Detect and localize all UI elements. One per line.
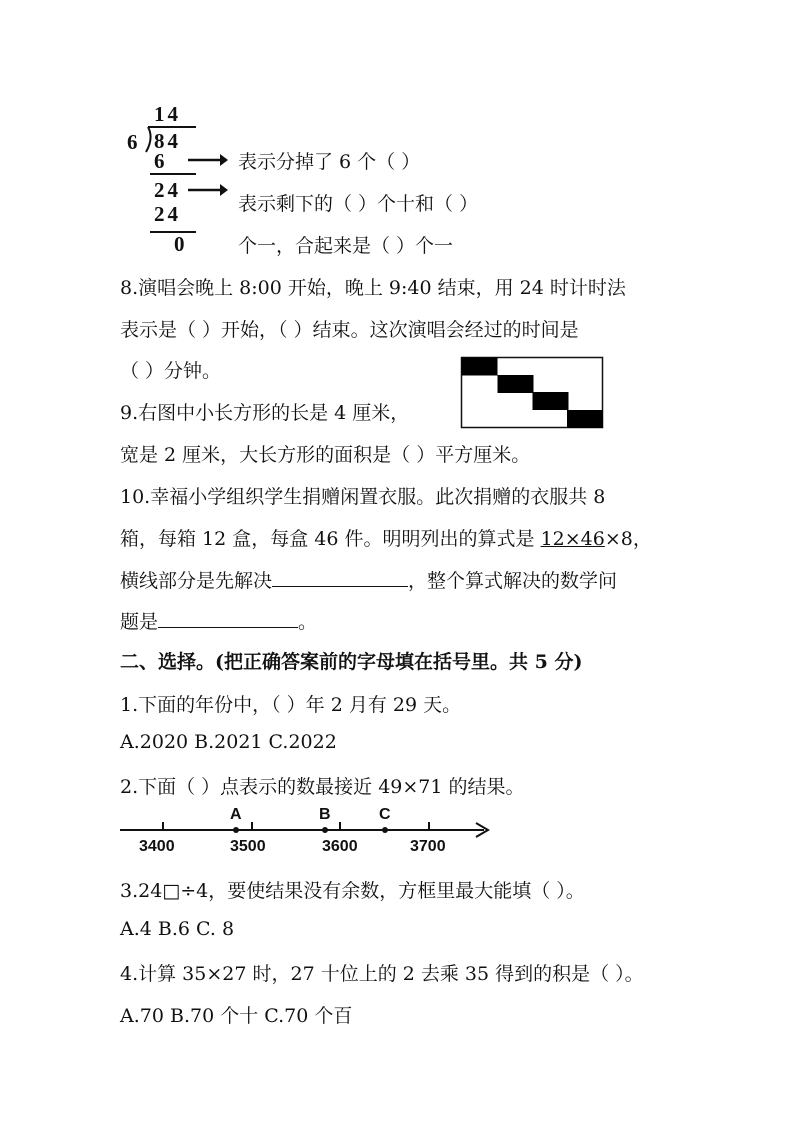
answer-blank[interactable] xyxy=(272,568,408,587)
divisor: 6 xyxy=(127,130,141,154)
tick-label-3600: 3600 xyxy=(322,838,358,855)
quotient: 14 xyxy=(154,102,181,126)
point-label-b: B xyxy=(319,806,331,823)
q8-line-1: 8.演唱会晚上 8:00 开始，晚上 9:40 结束，用 24 时计时法 xyxy=(120,277,626,299)
q10-line-3-tail: ，整个算式解决的数学问 xyxy=(408,570,618,592)
q10-line-2-tail: ×8， xyxy=(604,528,652,550)
answer-blank[interactable] xyxy=(158,609,298,628)
q10-line-3 xyxy=(120,566,617,593)
q10-line-2-text: 箱，每箱 12 盒，每盒 46 件。明明列出的算式是 xyxy=(120,528,541,550)
dividend: 84 xyxy=(154,129,181,153)
point-label-c: C xyxy=(379,806,391,823)
arrow-icons xyxy=(186,150,230,200)
q8-line-2: 表示是（ ）开始，（ ）结束。这次演唱会经过的时间是 xyxy=(120,319,579,341)
q9-line-2: 宽是 2 厘米，大长方形的面积是（ ）平方厘米。 xyxy=(120,444,531,466)
arrow-right-icon xyxy=(188,154,228,166)
choice-1-question: 1.下面的年份中，（ ）年 2 月有 29 天。 xyxy=(120,694,462,716)
division-note-3: 个一，合起来是（ ）个一 xyxy=(238,235,454,257)
tick-label-3400: 3400 xyxy=(139,838,175,855)
division-note-2: 表示剩下的（ ）个十和（ ） xyxy=(238,193,479,215)
point-label-a: A xyxy=(230,806,242,823)
tick-label-3500: 3500 xyxy=(230,838,266,855)
choice-4-question: 4.计算 35×27 时，27 十位上的 2 去乘 35 得到的积是（ ）。 xyxy=(120,963,644,985)
arrow-right-icon xyxy=(188,184,228,196)
q10-line-4-text: 题是 xyxy=(120,611,159,633)
q10-line-3-text: 横线部分是先解决 xyxy=(120,570,273,592)
choice-1-options: A.2020 B.2021 C.2022 xyxy=(120,731,337,753)
step3: 24 xyxy=(154,202,181,226)
rectangle-figure xyxy=(460,356,606,430)
q10-line-1: 10.幸福小学组织学生捐赠闲置衣服。此次捐赠的衣服共 8 xyxy=(120,486,606,508)
division-note-1: 表示分掉了 6 个（ ） xyxy=(238,151,421,173)
q10-line-4 xyxy=(120,607,317,634)
q10-line-4-tail: 。 xyxy=(298,611,318,633)
choice-3-question: 3.24□÷4，要使结果没有余数，方框里最大能填（ ）。 xyxy=(120,880,585,902)
tick-label-3700: 3700 xyxy=(410,838,446,855)
q10-underlined-expression: 12×46 xyxy=(540,528,605,550)
choice-4-options: A.70 B.70 个十 C.70 个百 xyxy=(120,1005,353,1027)
q9-line-1: 9.右图中小长方形的长是 4 厘米， xyxy=(120,402,410,424)
step1: 6 xyxy=(154,149,168,173)
choice-3-options: A.4 B.6 C. 8 xyxy=(120,918,235,940)
section-2-title: 二、选择。(把正确答案前的字母填在括号里。共 5 分) xyxy=(120,651,583,673)
step2: 24 xyxy=(154,178,181,202)
q10-line-2 xyxy=(120,524,652,551)
choice-2-question: 2.下面（ ）点表示的数最接近 49×71 的结果。 xyxy=(120,776,525,798)
q8-line-3: （ ）分钟。 xyxy=(120,360,222,382)
remainder: 0 xyxy=(174,232,188,256)
